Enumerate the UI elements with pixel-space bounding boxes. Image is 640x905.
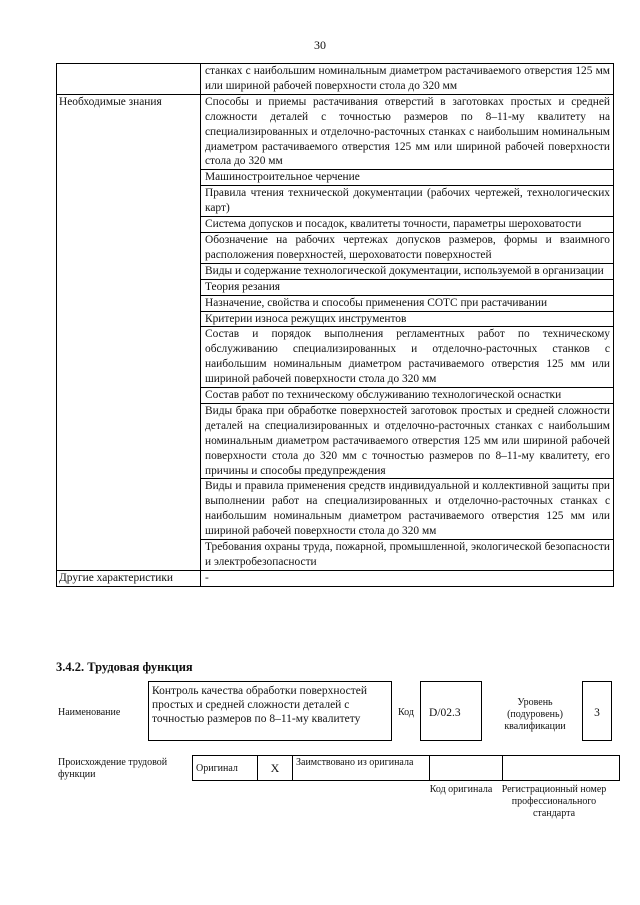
qualification-level-value: 3 bbox=[582, 681, 612, 741]
origin-reg-caption: Регистрационный номер профессионального стандарта bbox=[501, 784, 607, 819]
row-value: Виды и содержание технологической документации, используемой в организации bbox=[201, 263, 614, 279]
row-label: Другие характеристики bbox=[57, 570, 201, 586]
row-label: Необходимые знания bbox=[57, 94, 201, 570]
table-row bbox=[57, 64, 614, 95]
row-label bbox=[57, 64, 201, 95]
row-value: - bbox=[201, 570, 614, 586]
origin-borrowed-cell: Заимствовано из оригинала bbox=[293, 756, 430, 781]
function-name-value: Контроль качества обработки поверхностей простых и средней сложности деталей с точностью размеров по 8–11-му квалитету bbox=[148, 681, 392, 741]
origin-mark-cell: X bbox=[258, 756, 293, 781]
knowledge-table bbox=[56, 63, 614, 587]
row-value: Виды и правила применения средств индивидуальной и коллективной защиты при выполнении работ на специализированных и отделочно-расточных станках с наибольшим номинальным диаметром растачиваемого отверстия 125 мм или шириной рабочей поверхности стола до 320 мм bbox=[201, 479, 614, 540]
row-value: Критерии износа режущих инструментов bbox=[201, 311, 614, 327]
origin-code-caption: Код оригинала bbox=[429, 784, 493, 795]
row-value: Машиностроительное черчение bbox=[201, 170, 614, 186]
code-value: D/02.3 bbox=[420, 681, 482, 741]
page-number: 30 bbox=[314, 38, 326, 52]
row-value: Состав работ по техническому обслуживанию технологической оснастки bbox=[201, 388, 614, 404]
origin-reg-cell bbox=[503, 756, 620, 781]
row-value: Требования охраны труда, пожарной, промышленной, экологической безопасности и электробезопасности bbox=[201, 540, 614, 571]
row-value: Система допусков и посадок, квалитеты точности, параметры шероховатости bbox=[201, 217, 614, 233]
origin-original-cell: Оригинал bbox=[193, 756, 258, 781]
row-value: Способы и приемы растачивания отверстий в заготовках простых и средней сложности деталей с точностью размеров по 8–11-му квалитету на специализированных и отделочно-расточных станках с наибольшим номинальным диаметром растачиваемого отверстия 125 мм или шириной рабочей поверхности стола до 320 мм bbox=[201, 94, 614, 170]
row-value: станках с наибольшим номинальным диаметром растачиваемого отверстия 125 мм или шириной рабочей поверхности стола до 320 мм bbox=[201, 64, 614, 95]
function-name-label: Наименование bbox=[58, 707, 121, 718]
row-value: Виды брака при обработке поверхностей заготовок простых и средней сложности деталей на специализированных и отделочно-расточных станках с наибольшим номинальным диаметром растачиваемого отверстия 125 мм или шириной рабочей поверхности стола до 320 мм с точностью размеров по 8–11-му квалитету, его причины и способы предупреждения bbox=[201, 403, 614, 479]
row-value: Состав и порядок выполнения регламентных работ по техническому обслуживанию специализированных и отделочно-расточных станков с наибольшим номинальным диаметром растачиваемого отверстия 125 мм или шириной рабочей поверхности стола до 320 мм bbox=[201, 327, 614, 388]
table-row bbox=[57, 94, 614, 170]
code-label: Код bbox=[398, 707, 414, 718]
table-row bbox=[57, 570, 614, 586]
row-value: Теория резания bbox=[201, 279, 614, 295]
origin-table bbox=[192, 755, 620, 781]
qualification-level-label: Уровень (подуровень) квалификации bbox=[504, 697, 566, 732]
row-value: Обозначение на рабочих чертежах допусков размеров, формы и взаимного расположения поверхностей, шероховатости поверхностей bbox=[201, 232, 614, 263]
section-title: 3.4.2. Трудовая функция bbox=[56, 660, 193, 674]
row-value: Назначение, свойства и способы применения СОТС при растачивании bbox=[201, 295, 614, 311]
origin-label: Происхождение трудовой функции bbox=[58, 757, 168, 780]
row-value: Правила чтения технической документации (рабочих чертежей, технологических карт) bbox=[201, 186, 614, 217]
origin-code-cell bbox=[430, 756, 503, 781]
